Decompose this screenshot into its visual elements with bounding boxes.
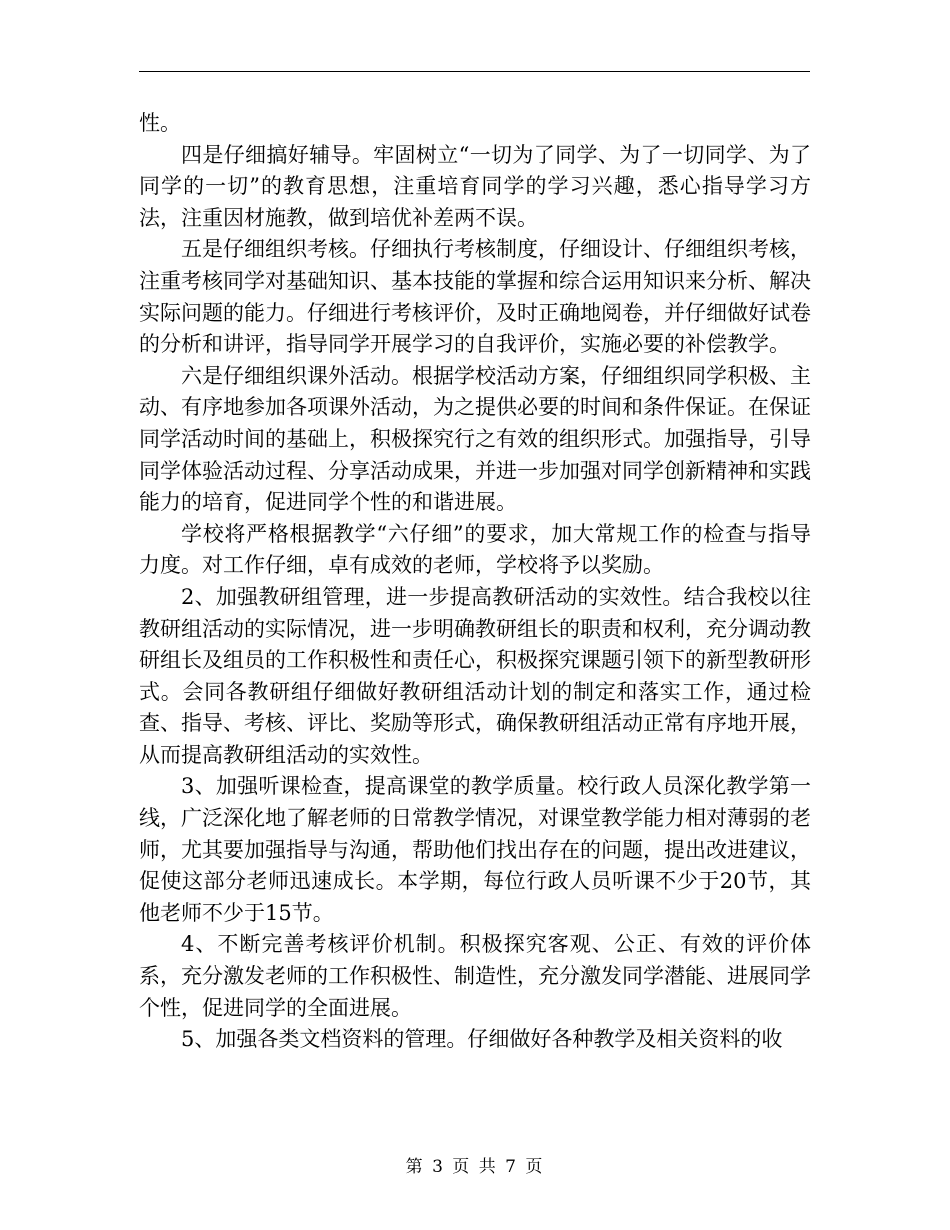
- paragraph: 4、不断完善考核评价机制。积极探究客观、公正、有效的评价体系，充分激发老师的工作积极性、制造性，充分激发同学潜能、进展同学个性，促进同学的全面进展。: [139, 932, 811, 1020]
- document-body: [139, 108, 811, 1056]
- paragraph: 学校将严格根据教学“六仔细”的要求，加大常规工作的检查与指导力度。对工作仔细，卓有成效的老师，学校将予以奖励。: [139, 521, 811, 578]
- paragraph: 六是仔细组织课外活动。根据学校活动方案，仔细组织同学积极、主动、有序地参加各项课外活动，为之提供必要的时间和条件保证。在保证同学活动时间的基础上，积极探究行之有效的组织形式。加强指导，引导同学体验活动过程、分享活动成果，并进一步加强对同学创新精神和实践能力的培育，促进同学个性的和谐进展。: [139, 363, 811, 515]
- page-number-footer: 第 3 页 共 7 页: [405, 1157, 545, 1177]
- paragraph: 性。: [139, 111, 181, 135]
- paragraph: 四是仔细搞好辅导。牢固树立“一切为了同学、为了一切同学、为了同学的一切”的教育思想，注重培育同学的学习兴趣，悉心指导学习方法，注重因材施教，做到培优补差两不误。: [139, 142, 811, 230]
- paragraph: 五是仔细组织考核。仔细执行考核制度，仔细设计、仔细组织考核，注重考核同学对基础知识、基本技能的掌握和综合运用知识来分析、解决实际问题的能力。仔细进行考核评价，及时正确地阅卷，并仔细做好试卷的分析和讲评，指导同学开展学习的自我评价，实施必要的补偿教学。: [139, 237, 811, 357]
- header-rule: [139, 71, 810, 72]
- paragraph: 5、加强各类文档资料的管理。仔细做好各种教学及相关资料的收: [181, 1027, 783, 1052]
- paragraph: 3、加强听课检查，提高课堂的教学质量。校行政人员深化教学第一线，广泛深化地了解老师的日常教学情况，对课堂教学能力相对薄弱的老师，尤其要加强指导与沟通，帮助他们找出存在的问题，提出改进建议，促使这部分老师迅速成长。本学期，每位行政人员听课不少于20节，其他老师不少于15节。: [139, 774, 811, 925]
- paragraph: 2、加强教研组管理，进一步提高教研活动的实效性。结合我校以往教研组活动的实际情况，进一步明确教研组长的职责和权利，充分调动教研组长及组员的工作积极性和责任心，积极探究课题引领下的新型教研形式。会同各教研组仔细做好教研组活动计划的制定和落实工作，通过检查、指导、考核、评比、奖励等形式，确保教研组活动正常有序地开展，从而提高教研组活动的实效性。: [139, 584, 811, 767]
